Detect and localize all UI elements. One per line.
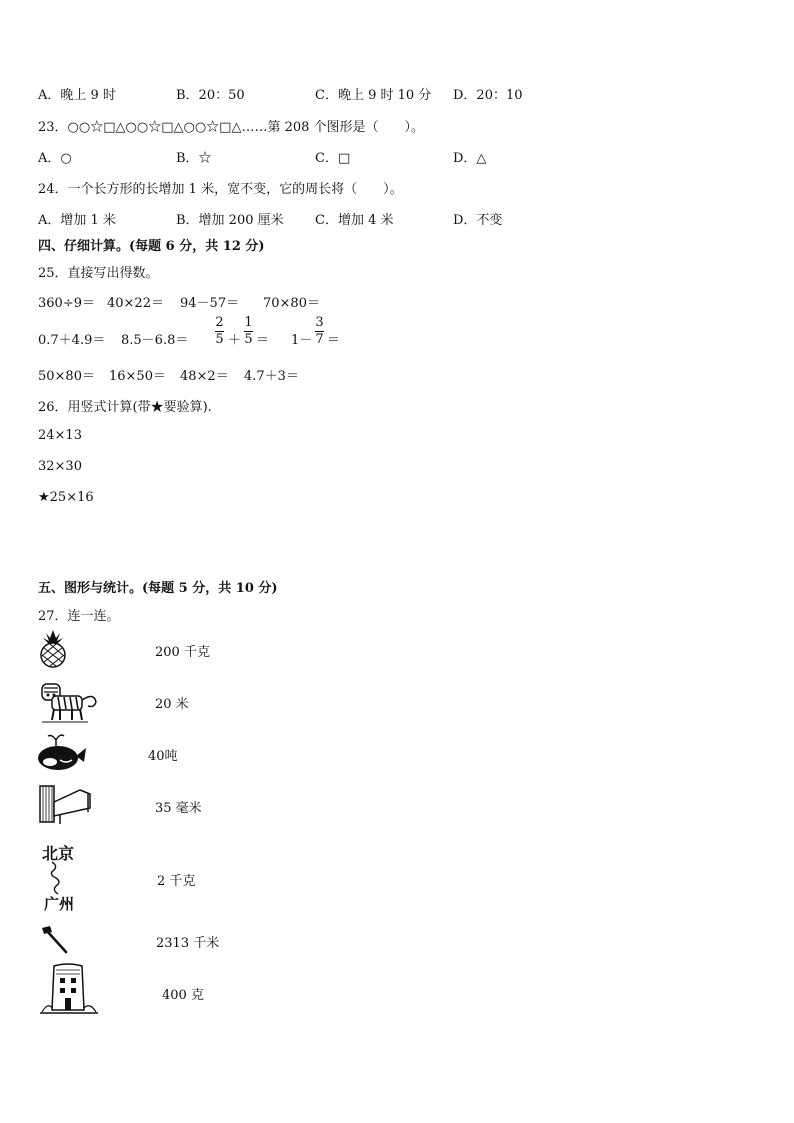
q25-item: 70×80＝ xyxy=(263,296,320,311)
q25-item: 360÷9＝ xyxy=(38,296,95,311)
tiger-icon xyxy=(38,678,100,724)
q25-item: 16×50＝ xyxy=(109,369,166,384)
q25-item: 40×22＝ xyxy=(107,296,164,311)
q25-item: 0.7＋4.9＝ xyxy=(38,333,106,348)
q25-item: 8.5－6.8＝ xyxy=(121,333,189,348)
q22-option-a: A．晚上 9 时 xyxy=(38,88,116,103)
q24-option-c: C．增加 4 米 xyxy=(315,213,394,228)
q27-answer: 2 千克 xyxy=(157,874,196,889)
q25-item: 48×2＝ xyxy=(180,369,229,384)
q25-question: 25．直接写出得数。 xyxy=(38,266,159,281)
fraction-numerator: 1 xyxy=(244,315,253,330)
q24-option-d: D．不变 xyxy=(453,213,503,228)
fraction-numerator: 3 xyxy=(315,315,324,330)
map-label-guangzhou: 广州 xyxy=(44,895,75,913)
q25-item: 50×80＝ xyxy=(38,369,95,384)
section-5-title: 五、图形与统计。(每题 5 分，共 10 分) xyxy=(38,581,278,596)
q22-option-c: C．晚上 9 时 10 分 xyxy=(315,88,432,103)
one-minus: 1－ xyxy=(291,333,313,348)
q26-item: 32×30 xyxy=(38,459,82,474)
equals-sign: ＝ xyxy=(256,333,270,348)
equals-sign: ＝ xyxy=(327,333,341,348)
q27-answer: 400 克 xyxy=(162,988,204,1003)
plus-sign: ＋ xyxy=(228,333,242,348)
fraction-denominator: 7 xyxy=(315,332,324,347)
nail-icon xyxy=(38,924,70,954)
bed-icon xyxy=(36,782,94,826)
q23-option-a: A．○ xyxy=(38,151,72,166)
fraction-numerator: 2 xyxy=(215,315,224,330)
section-4-title: 四、仔细计算。(每题 6 分，共 12 分) xyxy=(38,239,265,254)
fraction-denominator: 5 xyxy=(215,332,224,347)
fraction-denominator: 5 xyxy=(244,332,253,347)
q23-option-d: D．△ xyxy=(453,151,487,166)
q23-question: 23．○○☆□△○○☆□△○○☆□△……第 208 个图形是（ ）。 xyxy=(38,120,425,135)
q27-question: 27．连一连。 xyxy=(38,609,120,624)
whale-icon xyxy=(36,730,88,774)
q26-item: ★25×16 xyxy=(38,490,94,505)
pineapple-icon xyxy=(36,628,70,668)
q25-item: 4.7＋3＝ xyxy=(244,369,299,384)
q24-question: 24．一个长方形的长增加 1 米，宽不变，它的周长将（ ）。 xyxy=(38,182,403,197)
q26-question: 26．用竖式计算(带★要验算). xyxy=(38,400,212,415)
q26-item: 24×13 xyxy=(38,428,82,443)
q24-option-a: A．增加 1 米 xyxy=(38,213,116,228)
q27-answer: 200 千克 xyxy=(155,645,210,660)
building-icon xyxy=(40,962,98,1016)
q23-option-b: B．☆ xyxy=(176,151,212,166)
q27-answer: 2313 千米 xyxy=(156,936,220,951)
q25-item: 94－57＝ xyxy=(180,296,240,311)
q22-option-d: D．20：10 xyxy=(453,88,523,103)
q27-answer: 20 米 xyxy=(155,697,189,712)
q23-option-c: C．□ xyxy=(315,151,351,166)
beijing-guangzhou-map-icon xyxy=(44,860,74,896)
q27-answer: 35 毫米 xyxy=(155,801,202,816)
fraction-2-5 xyxy=(215,316,224,347)
fraction-1-5 xyxy=(244,316,253,347)
q24-option-b: B．增加 200 厘米 xyxy=(176,213,284,228)
q27-answer: 40吨 xyxy=(148,749,178,764)
q22-option-b: B．20：50 xyxy=(176,88,245,103)
fraction-3-7 xyxy=(315,316,324,347)
map-label-beijing: 北京 xyxy=(42,844,75,863)
